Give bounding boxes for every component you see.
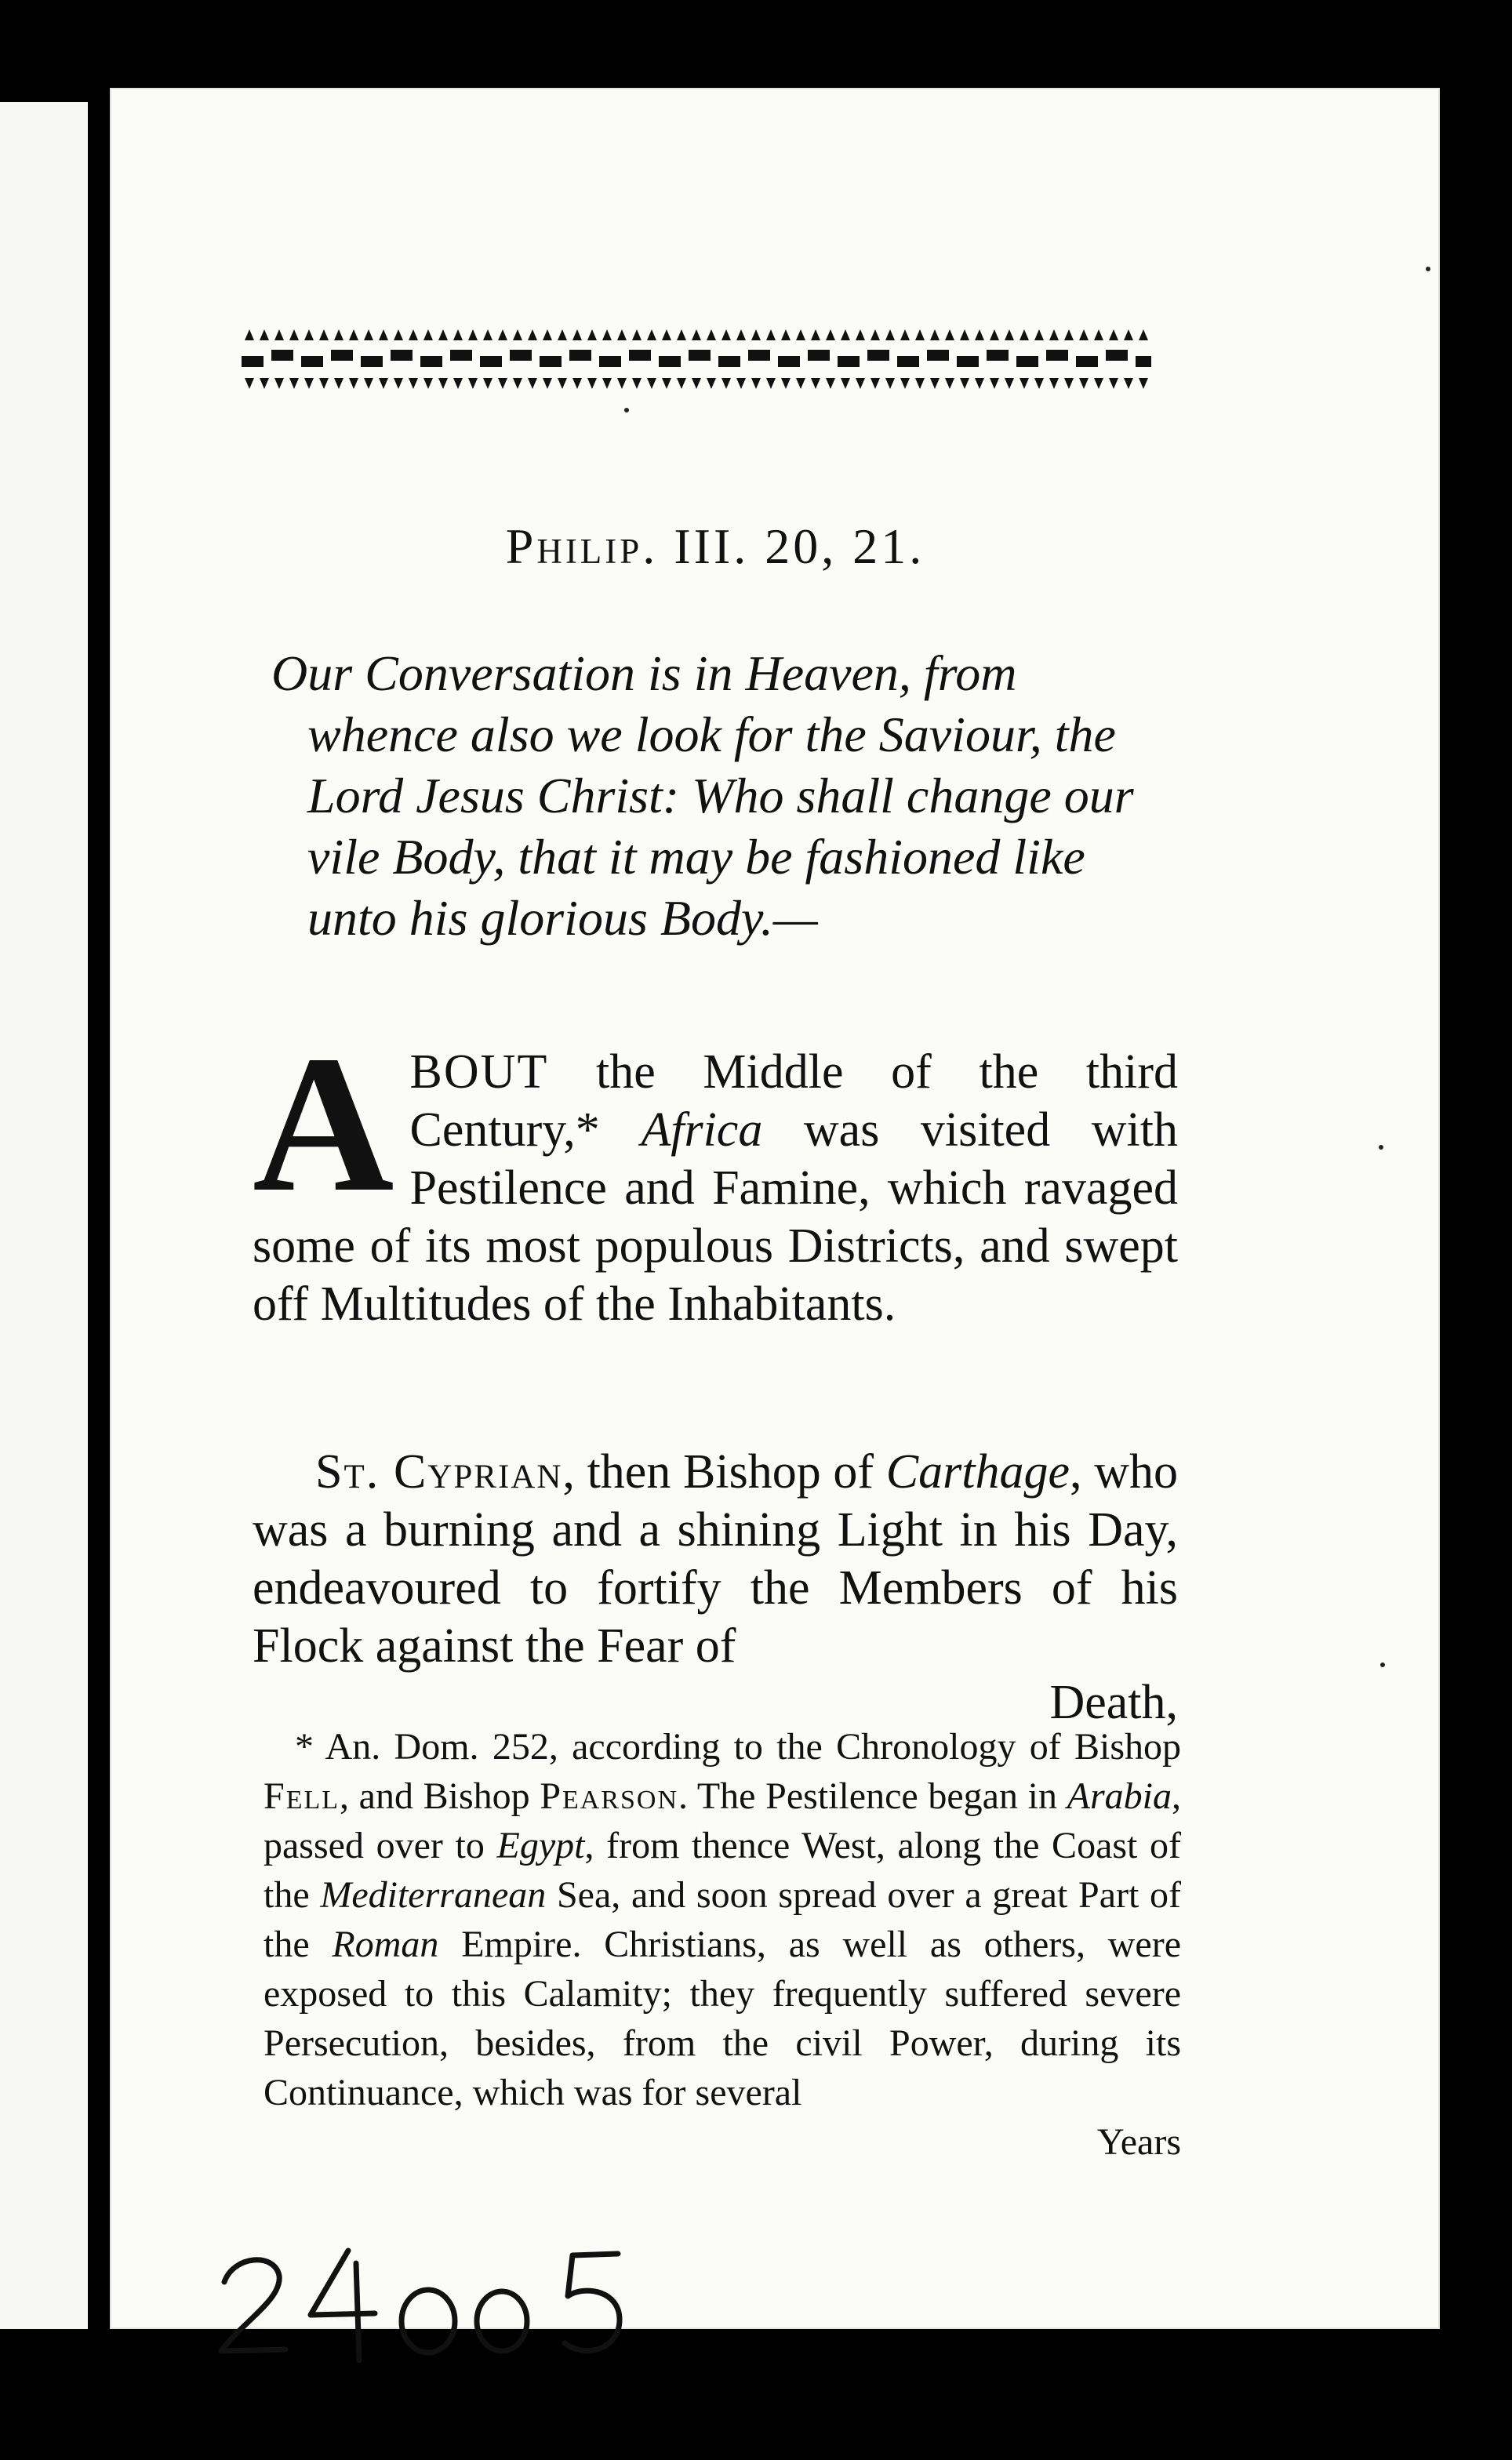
ornament-valley [632, 378, 642, 389]
ornament-peak [1034, 329, 1044, 340]
scripture-verse [235, 643, 1161, 949]
ornament-peak [1020, 329, 1029, 340]
ornament-valley [885, 378, 895, 389]
ornament-dash [867, 350, 889, 361]
ornament-peak [558, 329, 567, 340]
ornament-peak [885, 329, 895, 340]
ornament-peak [260, 329, 269, 340]
ornament-peak [945, 329, 954, 340]
ornament-valley [692, 378, 701, 389]
paragraph-two-text-a: , then Bishop of [562, 1445, 886, 1499]
place-africa: Africa [641, 1103, 763, 1157]
ornament-valley [1124, 378, 1133, 389]
ornament-valley [930, 378, 940, 389]
ornament-peak [379, 329, 388, 340]
ornament-peak [617, 329, 627, 340]
ornament-valley [513, 378, 522, 389]
ornament-dash [987, 350, 1009, 361]
chapter-number: III. [674, 518, 750, 574]
paragraph-one [253, 1016, 1178, 1333]
ornament-dash [1136, 356, 1151, 367]
ornament-valley [1034, 378, 1044, 389]
footnote-text-1: * An. Dom. 252, according to the Chronology of Bishop [295, 1726, 1181, 1768]
ornament-valley [826, 378, 835, 389]
ornament-dash [718, 356, 740, 367]
book-name: Philip. [505, 518, 659, 574]
ornament-valley [558, 378, 567, 389]
ornament-valley [379, 378, 388, 389]
footnote-text-6: Sea, and soon spread over a great Part of the [264, 1874, 1181, 1965]
name-cyprian: St. Cyprian [315, 1445, 563, 1499]
paragraph-two-text-b: , who was a burning and a shining Light in his Day, endeavoured to fortify the Members of his Flock against the Fear of [253, 1445, 1178, 1673]
ornament-valley [796, 378, 805, 389]
ornament-dash [957, 356, 979, 367]
ornament-valley [1094, 378, 1103, 389]
ornament-dash [242, 356, 264, 367]
ornament-valley [960, 378, 969, 389]
ornament-valley [1064, 378, 1074, 389]
ornament-peak [304, 329, 314, 340]
ornament-peak [587, 329, 597, 340]
ornament-valley [394, 378, 403, 389]
ornament-valley [528, 378, 537, 389]
ornament-valley [1049, 378, 1059, 389]
ornament-peak [1109, 329, 1118, 340]
ornament-dash [450, 350, 472, 361]
ornament-valley [438, 378, 448, 389]
ornament-peak [781, 329, 791, 340]
ornament-valley [349, 378, 358, 389]
ornament-peak [975, 329, 984, 340]
ornament-top-row [245, 329, 1148, 340]
ornament-peak [438, 329, 448, 340]
drop-capital: A [253, 1016, 394, 1233]
ornament-peak [736, 329, 746, 340]
ornament-dash [480, 356, 502, 367]
ornament-peak [990, 329, 999, 340]
verse-text: Our Conversation is in Heaven, from whence also we look for the Saviour, the Lord Jesus Christ: Who shall change our vile Body, that it may be fashioned like unto his glorious Body.— [271, 645, 1134, 946]
footnote-text-5: , from thence West, along the Coast of the [264, 1825, 1182, 1916]
footnote-text-2: , and Bishop [340, 1775, 540, 1817]
ornament-valley [677, 378, 686, 389]
ornament-valley [409, 378, 418, 389]
ornament-valley [1020, 378, 1029, 389]
paragraph-one-text-a: the Middle of the third Century,* [409, 1045, 1178, 1157]
ornament-valley [319, 378, 329, 389]
footnote-text-4: , passed over to [264, 1775, 1181, 1866]
ornament-peak [602, 329, 612, 340]
ink-speck [1426, 267, 1430, 271]
ornament-valley [364, 378, 373, 389]
ornament-valley [260, 378, 269, 389]
name-pearson: Pearson [540, 1775, 679, 1817]
ornament-dash [420, 356, 442, 367]
ornament-peak [409, 329, 418, 340]
catchword-death: Death, [1049, 1676, 1178, 1729]
ink-speck [624, 408, 629, 412]
ink-speck [1379, 1145, 1383, 1150]
ornament-valley [1109, 378, 1118, 389]
ornament-valley [483, 378, 492, 389]
ornament-peak [468, 329, 478, 340]
ornament-peak [453, 329, 463, 340]
place-carthage: Carthage [885, 1445, 1070, 1499]
ornament-valley [900, 378, 910, 389]
ornament-dash [569, 350, 591, 361]
ornament-valley [587, 378, 597, 389]
ornament-valley [811, 378, 820, 389]
ornament-bottom-row [245, 378, 1148, 389]
ornament-valley [334, 378, 343, 389]
footnote-text-3: . The Pestilence began in [678, 1775, 1067, 1817]
ornament-peak [692, 329, 701, 340]
ornament-valley [1079, 378, 1089, 389]
ornament-valley [945, 378, 954, 389]
ornament-valley [1139, 378, 1148, 389]
ornament-peak [245, 329, 254, 340]
ornament-dash [331, 350, 353, 361]
ornament-peak [1079, 329, 1089, 340]
ornament-valley [468, 378, 478, 389]
ornament-valley [915, 378, 925, 389]
ornament-dash [599, 356, 621, 367]
ornament-dash [361, 356, 383, 367]
ornament-peak [796, 329, 805, 340]
ornament-peak [960, 329, 969, 340]
ornament-dash [838, 356, 860, 367]
place-arabia: Arabia [1067, 1775, 1172, 1817]
ornament-valley [707, 378, 716, 389]
ornament-middle-row [242, 350, 1151, 367]
ornament-peak [766, 329, 776, 340]
ornament-dash [689, 350, 711, 361]
ornament-peak [543, 329, 552, 340]
ornament-valley [453, 378, 463, 389]
paragraph-two [253, 1443, 1178, 1730]
previous-page-edge [0, 102, 88, 2329]
ornament-valley [543, 378, 552, 389]
ornament-peak [364, 329, 373, 340]
ornament-peak [513, 329, 522, 340]
ornament-peak [498, 329, 507, 340]
ornament-valley [736, 378, 746, 389]
ornament-peak [1005, 329, 1014, 340]
ornament-dash [510, 350, 532, 361]
ornament-peak [811, 329, 820, 340]
ornament-peak [647, 329, 656, 340]
ornament-peak [841, 329, 850, 340]
ornament-dash [1046, 350, 1068, 361]
ornament-dash [808, 350, 830, 361]
paragraph-one-text-b: was visited with Pestilence and Famine, which ravaged some of its most populous Districts, and swept off Multitudes of the Inhabitants. [253, 1103, 1178, 1331]
ornament-valley [274, 378, 284, 389]
ornament-peak [900, 329, 910, 340]
ornament-valley [751, 378, 761, 389]
ornament-valley [975, 378, 984, 389]
ornament-peak [572, 329, 582, 340]
ornament-peak [677, 329, 686, 340]
ornament-peak [1064, 329, 1074, 340]
ornament-valley [423, 378, 433, 389]
ornament-peak [1049, 329, 1059, 340]
name-fell: Fell [264, 1775, 340, 1817]
ornament-valley [990, 378, 999, 389]
footnote [264, 1722, 1181, 2167]
ornament-dash [1016, 356, 1038, 367]
ornament-dash [629, 350, 651, 361]
footnote-text-7: Empire. Christians, as well as others, were exposed to this Calamity; they frequently suffered severe Persecution, besides, from the civil Power, during its Continuance, which was for several [264, 1924, 1181, 2113]
place-egypt: Egypt [496, 1825, 585, 1866]
ornament-peak [319, 329, 329, 340]
ornament-valley [766, 378, 776, 389]
ornament-peak [528, 329, 537, 340]
ornament-peak [930, 329, 940, 340]
ornament-peak [1094, 329, 1103, 340]
ornament-peak [274, 329, 284, 340]
ornament-valley [572, 378, 582, 389]
ornament-valley [781, 378, 791, 389]
ornament-valley [245, 378, 254, 389]
ornament-peak [751, 329, 761, 340]
ornament-peak [915, 329, 925, 340]
ornament-peak [856, 329, 865, 340]
ornament-valley [498, 378, 507, 389]
ornament-peak [423, 329, 433, 340]
place-roman: Roman [332, 1924, 439, 1965]
ornament-dash [659, 356, 681, 367]
ornament-valley [870, 378, 880, 389]
ornament-peak [662, 329, 671, 340]
scripture-reference [253, 518, 1178, 576]
ink-speck [1380, 1662, 1385, 1667]
ornament-peak [1124, 329, 1133, 340]
handwritten-accession-number [210, 2235, 649, 2368]
ornament-peak [870, 329, 880, 340]
ornament-valley [289, 378, 299, 389]
ornament-valley [602, 378, 612, 389]
ornament-peak [349, 329, 358, 340]
ornament-dash [1106, 350, 1128, 361]
ornament-peak [334, 329, 343, 340]
ornament-dash [301, 356, 323, 367]
ornament-dash [540, 356, 562, 367]
ornament-dash [1076, 356, 1098, 367]
ornament-peak [1139, 329, 1148, 340]
ornament-valley [721, 378, 731, 389]
ornament-dash [897, 356, 919, 367]
ornament-dash [271, 350, 293, 361]
ornament-valley [662, 378, 671, 389]
ornament-border [242, 320, 1151, 398]
ornament-valley [647, 378, 656, 389]
ornament-peak [394, 329, 403, 340]
ornament-valley [841, 378, 850, 389]
ornament-peak [721, 329, 731, 340]
ornament-peak [707, 329, 716, 340]
ornament-dash [391, 350, 413, 361]
catchword-years: Years [1096, 2121, 1181, 2163]
place-mediterranean: Mediterranean [320, 1874, 547, 1916]
ornament-valley [1005, 378, 1014, 389]
ornament-dash [748, 350, 770, 361]
ornament-peak [289, 329, 299, 340]
verse-numbers: 20, 21. [765, 518, 925, 574]
ornament-valley [304, 378, 314, 389]
ornament-dash [927, 350, 949, 361]
ornament-valley [856, 378, 865, 389]
ornament-peak [632, 329, 642, 340]
ornament-peak [483, 329, 492, 340]
lead-word: BOUT [409, 1045, 549, 1099]
ornament-dash [778, 356, 800, 367]
ornament-valley [617, 378, 627, 389]
ornament-peak [826, 329, 835, 340]
